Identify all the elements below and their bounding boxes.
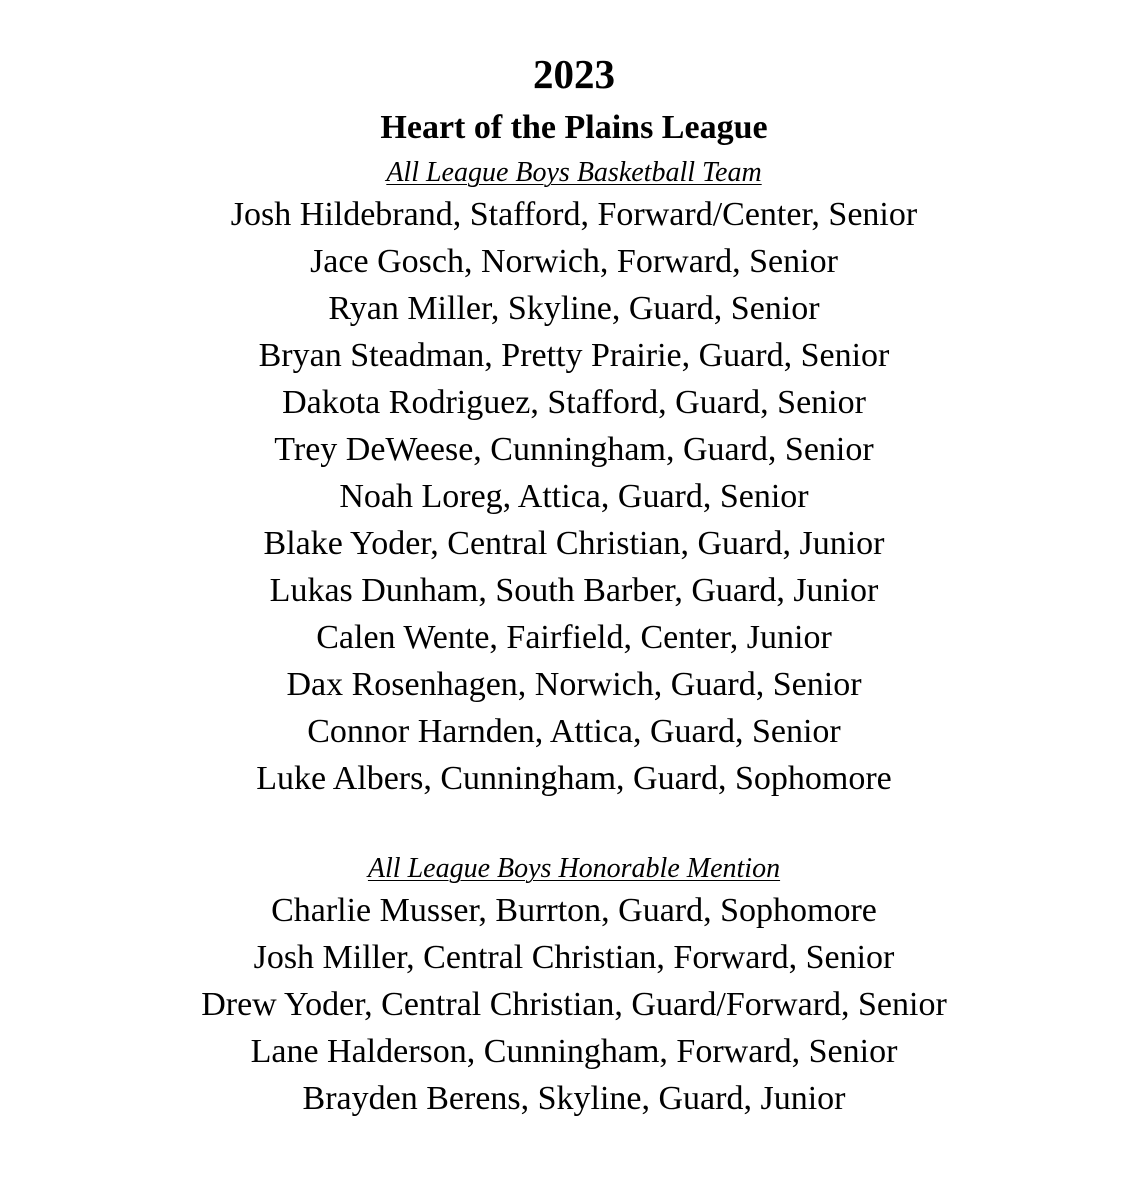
honorable-player-entry: Charlie Musser, Burrton, Guard, Sophomore — [271, 892, 877, 929]
year-title: 2023 — [533, 51, 615, 97]
honorable-player-entry: Lane Halderson, Cunningham, Forward, Senior — [250, 1033, 898, 1070]
league-title: Heart of the Plains League — [380, 109, 768, 146]
all-league-team-list — [0, 191, 1148, 802]
team-player-entry: Dakota Rodriguez, Stafford, Guard, Senior — [282, 384, 866, 421]
team-player-entry: Josh Hildebrand, Stafford, Forward/Center, Senior — [230, 196, 918, 233]
honorable-player-entry: Brayden Berens, Skyline, Guard, Junior — [302, 1080, 846, 1117]
honorable-mention-heading: All League Boys Honorable Mention — [367, 853, 781, 884]
all-league-team-heading: All League Boys Basketball Team — [386, 157, 762, 188]
honorable-player-entry: Josh Miller, Central Christian, Forward, Senior — [253, 939, 895, 976]
team-player-entry: Connor Harnden, Attica, Guard, Senior — [307, 713, 841, 750]
team-player-entry: Bryan Steadman, Pretty Prairie, Guard, Senior — [258, 337, 890, 374]
team-player-entry: Trey DeWeese, Cunningham, Guard, Senior — [274, 431, 874, 468]
honorable-player-entry: Drew Yoder, Central Christian, Guard/Forward, Senior — [201, 986, 947, 1023]
team-player-entry: Lukas Dunham, South Barber, Guard, Junior — [269, 572, 879, 609]
team-player-entry: Ryan Miller, Skyline, Guard, Senior — [328, 290, 820, 327]
team-player-entry: Blake Yoder, Central Christian, Guard, Junior — [263, 525, 885, 562]
team-player-entry: Dax Rosenhagen, Norwich, Guard, Senior — [286, 666, 862, 703]
team-player-entry: Jace Gosch, Norwich, Forward, Senior — [310, 243, 838, 280]
honorable-mention-list — [0, 887, 1148, 1122]
team-player-entry: Noah Loreg, Attica, Guard, Senior — [339, 478, 809, 515]
team-player-entry: Calen Wente, Fairfield, Center, Junior — [316, 619, 832, 656]
team-player-entry: Luke Albers, Cunningham, Guard, Sophomore — [256, 760, 892, 797]
